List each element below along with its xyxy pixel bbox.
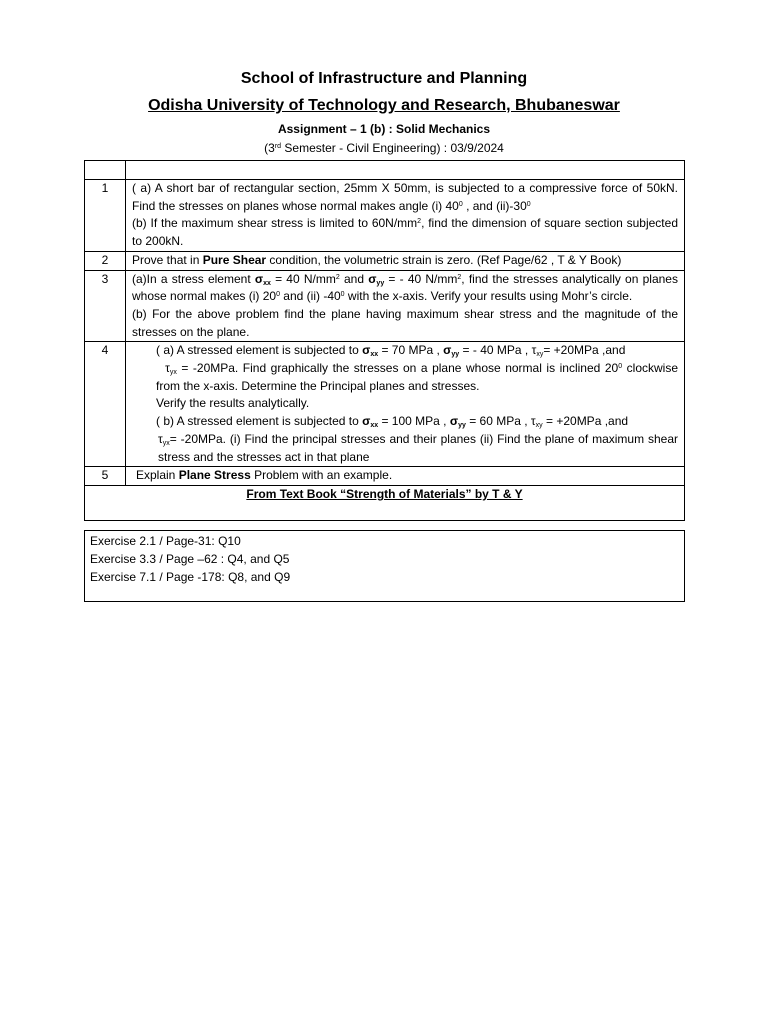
table-row [85,180,685,252]
question-3b: (b) For the above problem find the plane having maximum shear stress and the magnitude of the stresses on the plane. [132,306,678,339]
question-1a: ( a) A short bar of rectangular section, 25mm X 50mm, is subjected to a compressive force of 50kN. Find the stresses on planes whose normal makes angle (i) $40^0$ , and $(ii)-30^0$ [132,181,678,213]
table-row [85,251,685,270]
exercises-box [84,530,685,602]
question-4a-verify: Verify the results analytically. [156,396,310,411]
semester-text: Semester - Civil Engineering) : 03/9/2024 [281,141,504,155]
university-title: Odisha University of Technology and Research, Bhubaneswar [148,97,620,114]
assignment-title: Assignment – 1 (b) : Solid Mechanics [277,122,491,136]
table-header-row [85,161,685,180]
question-text [126,180,685,252]
semester-suffix: rd [274,143,282,150]
question-text: Explain Plane Stress Problem with an example. [126,467,685,486]
question-text: Prove that in Pure Shear condition, the volumetric strain is zero. (Ref Page/62 , T & Y Book) [126,251,685,270]
question-number: 4 [85,342,126,467]
question-4a-line: ( a) A stressed element is subjected to $\sigma_{xx} = 70$ MPa , $\sigma_{yy}$ = - 40 MPa , $\tau_{xy}= +20MPa$ ,and [156,343,626,359]
semester-line: (3rd Semester - Civil Engineering) : 03/9/2024 [264,141,504,155]
table-row [85,467,685,486]
questions-table [84,160,685,521]
table-row [85,270,685,342]
question-number: 2 [85,251,126,270]
question-number: 3 [85,270,126,342]
exercise-item: Exercise 7.1 / Page -178: Q8, and Q9 [90,570,291,584]
question-4b-line: ( b) A stressed element is subjected to $\sigma_{xx} = 100$ MPa , $\sigma_{yy} = 60$ MPa , $\tau_{xy} = +20MPa$ ,and [156,414,629,430]
exercise-item: Exercise 2.1 / Page-31: Q10 [90,534,241,548]
question-number: 1 [85,180,126,252]
exercise-item: Exercise 3.3 / Page –62 : Q4, and Q5 [90,552,290,566]
school-title: School of Infrastructure and Planning [240,70,528,87]
semester-number: 3 [268,141,275,155]
table-row [85,342,685,467]
question-text [126,270,685,342]
question-text [126,342,685,467]
header-cell-question [126,161,685,180]
question-4b-body: $\tau_{yx}= -20MPa$. (i) Find the principal stresses and their planes (ii) Find the plane of maximum shear stress and the stresses act in that plane [158,431,678,464]
textbook-reference: From Text Book “Strength of Materials” by T & Y [85,485,685,520]
question-1b: (b) If the maximum shear stress is limited to $60N/mm^2$, find the dimension of square section subjected to 200kN. [132,216,678,249]
question-number: 5 [85,467,126,486]
question-4a-body: $\tau_{yx} = -20MPa$. Find graphically the stresses on a plane whose normal is inclined $20^0$ clockwise from the x-axis. Determine the Principal planes and stresses. [156,361,679,393]
textbook-row [85,485,685,520]
header-cell-no [85,161,126,180]
question-3a: (a)In a stress element $\sigma_{xx} = 40$ $N/mm^2$ and $\sigma_{yy}$ = - 40 $N/mm^2$, find the stresses analytically on planes whose normal makes (i) $20^0$ and (ii) $-40^0$ with the x-axis. Verify your results using Mohr’s circle. [132,271,678,304]
